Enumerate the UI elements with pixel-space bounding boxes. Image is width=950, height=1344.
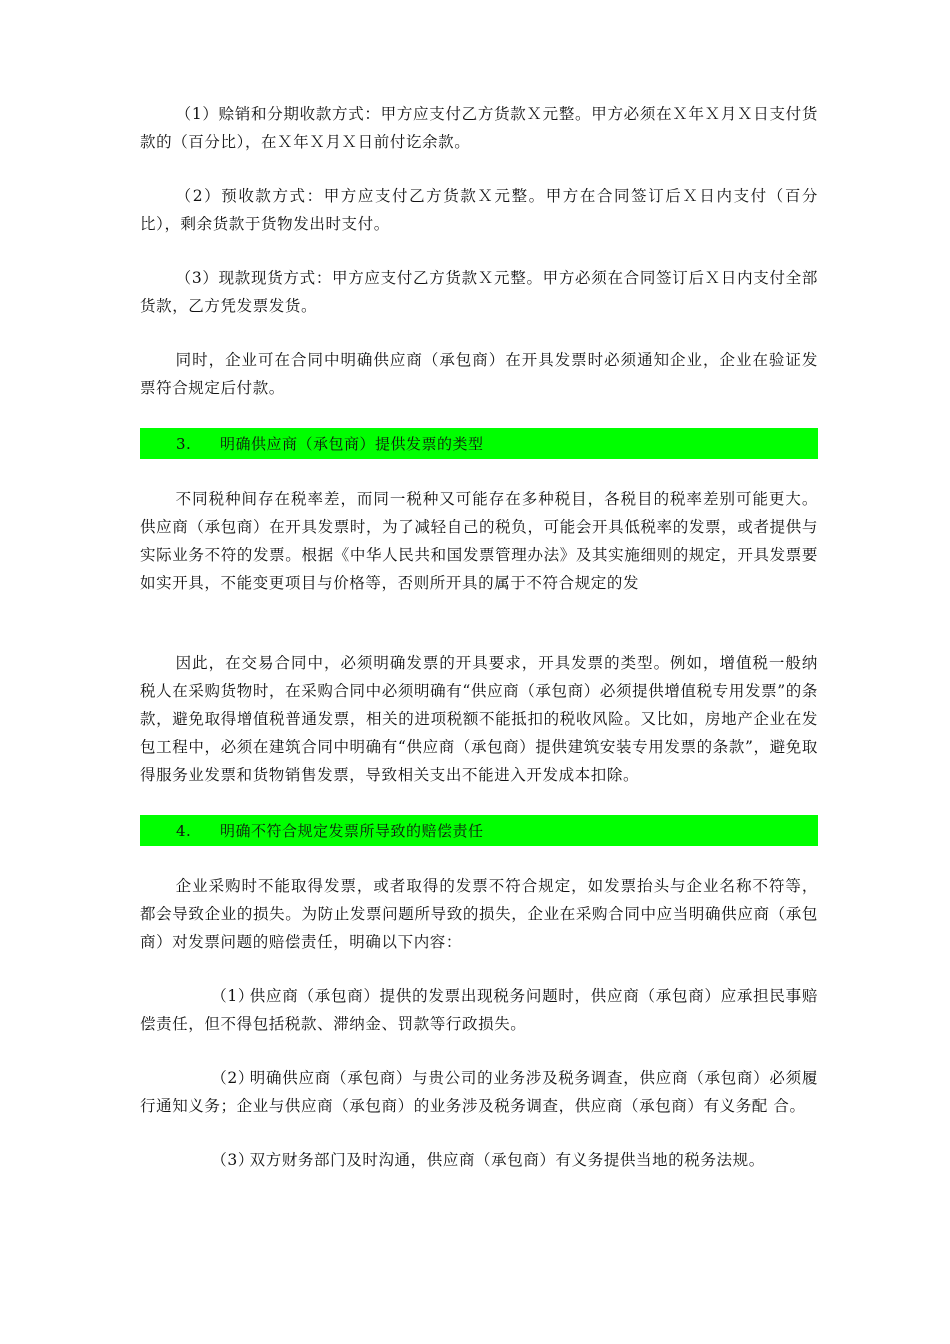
list-item-label: （3） <box>211 1151 254 1169</box>
section-3-title: 明确供应商（承包商）提供发票的类型 <box>220 435 484 453</box>
section-4-title: 明确不符合规定发票所导致的赔偿责任 <box>220 822 484 840</box>
payment-clause-prepayment: （2）预收款方式：甲方应支付乙方货款Ｘ元整。甲方在合同签订后Ｘ日内支付（百分比），剩余货款于货物发出时支付。 <box>140 187 818 233</box>
payment-clause-credit-installment: （1）赊销和分期收款方式：甲方应支付乙方货款Ｘ元整。甲方必须在Ｘ年Ｘ月Ｘ日支付货款的（百分比），在Ｘ年Ｘ月Ｘ日前付讫余款。 <box>140 105 818 151</box>
list-item-label: （2） <box>211 1069 254 1087</box>
section-3-heading <box>140 428 818 459</box>
list-item <box>140 982 818 1038</box>
list-item-label: （1） <box>211 987 254 1005</box>
notify-invoice-paragraph: 同时，企业可在合同中明确供应商（承包商）在开具发票时必须通知企业，企业在验证发票符合规定后付款。 <box>140 351 818 397</box>
section-3-paragraph-2: 因此，在交易合同中，必须明确发票的开具要求，开具发票的类型。例如，增值税一般纳税人在采购货物时，在采购合同中必须明确有“供应商（承包商）必须提供增值税专用发票”的条款，避免取得增值税普通发票，相关的进项税额不能抵扣的税收风险。又比如，房地产企业在发包工程中，必须在建筑合同中明确有“供应商（承包商）提供建筑安装专用发票的条款”，避免取得服务业发票和货物销售发票，导致相关支出不能进入开发成本扣除。 <box>140 654 818 784</box>
list-item <box>140 1064 818 1120</box>
list-item <box>140 1146 818 1174</box>
list-item-text: 供应商（承包商）提供的发票出现税务问题时，供应商（承包商）应承担民事赔 偿责任，但不得包括税款、滞纳金、罚款等行政损失。 <box>140 987 818 1033</box>
section-4-heading <box>140 815 818 846</box>
section-4-number: 4. <box>176 821 192 840</box>
document-page <box>140 100 818 1174</box>
list-item-text: 明确供应商（承包商）与贵公司的业务涉及税务调查，供应商（承包商）必须履 行通知义务；企业与供应商（承包商）的业务涉及税务调查，供应商（承包商）有义务配 合。 <box>140 1069 818 1115</box>
section-3-number: 3. <box>176 434 192 453</box>
list-item-text: 双方财务部门及时沟通，供应商（承包商）有义务提供当地的税务法规。 <box>249 1151 765 1169</box>
section-4-intro: 企业采购时不能取得发票，或者取得的发票不符合规定，如发票抬头与企业名称不符等，都会导致企业的损失。为防止发票问题所导致的损失，企业在采购合同中应当明确供应商（承包商）对发票问题的赔偿责任，明确以下内容： <box>140 877 818 951</box>
payment-clause-cash: （3）现款现货方式：甲方应支付乙方货款Ｘ元整。甲方必须在合同签订后Ｘ日内支付全部货款，乙方凭发票发货。 <box>140 269 818 315</box>
section-3-paragraph-1: 不同税种间存在税率差，而同一税种又可能存在多种税目，各税目的税率差别可能更大。供应商（承包商）在开具发票时，为了减轻自己的税负，可能会开具低税率的发票，或者提供与实际业务不符的发票。根据《中华人民共和国发票管理办法》及其实施细则的规定，开具发票要如实开具，不能变更项目与价格等，否则所开具的属于不符合规定的发 <box>140 490 818 592</box>
